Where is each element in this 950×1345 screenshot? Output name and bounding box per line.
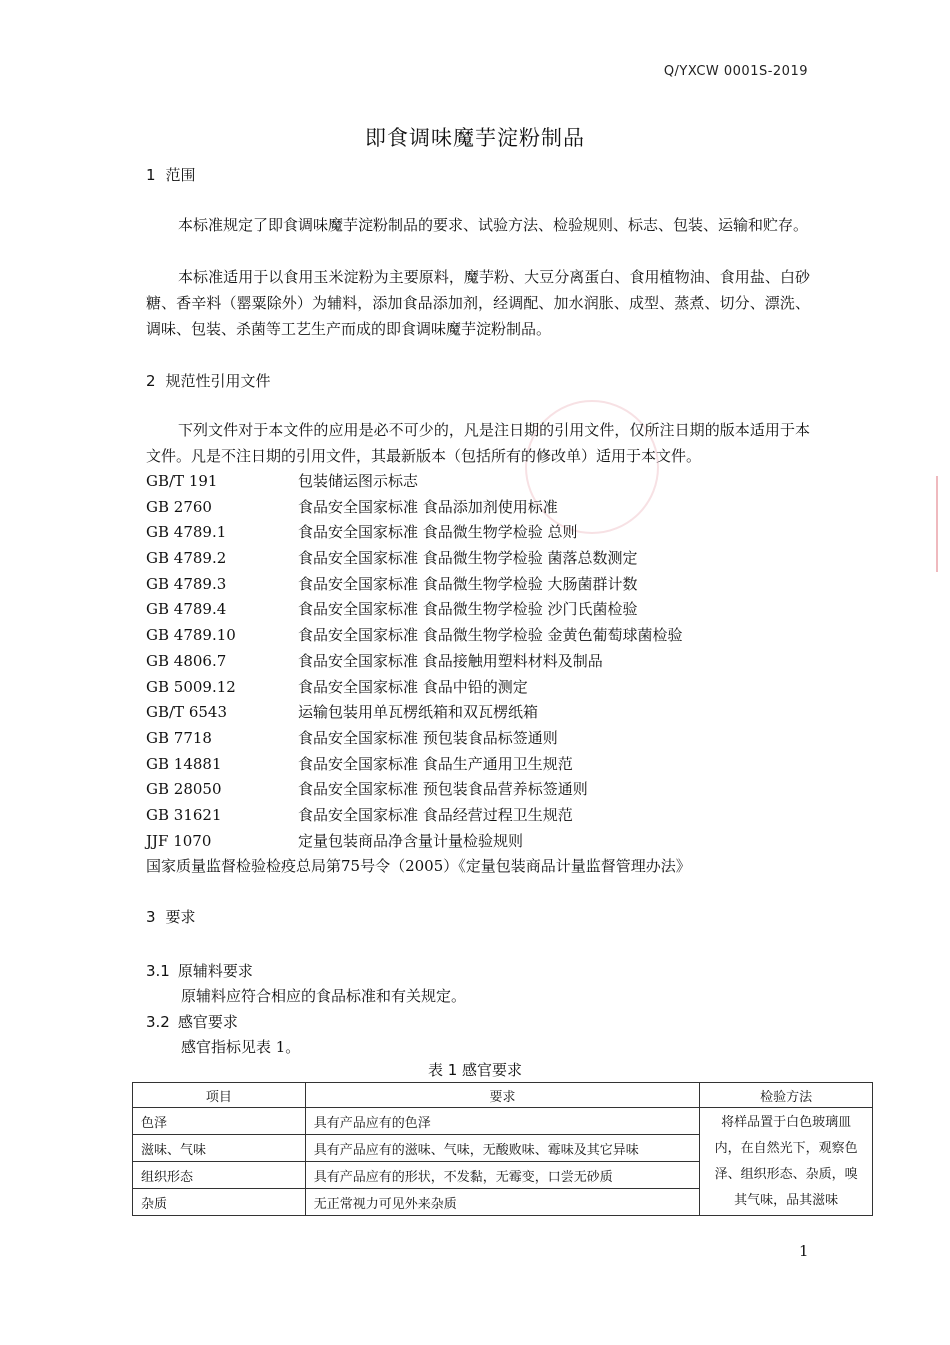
- reference-title: 食品安全国家标准 食品经营过程卫生规范: [298, 805, 573, 824]
- row-requirement: 具有产品应有的色泽: [305, 1108, 699, 1135]
- reference-item: [146, 700, 810, 726]
- reference-code: GB 28050: [146, 780, 222, 799]
- row-item: 杂质: [133, 1189, 306, 1216]
- reference-item: [146, 572, 810, 598]
- reference-code: GB 2760: [146, 497, 212, 516]
- section-1-heading: [146, 164, 196, 185]
- reference-item: [146, 675, 810, 701]
- reference-item: [146, 726, 810, 752]
- reference-code: GB 4789.4: [146, 600, 227, 619]
- row-requirement: 无正常视力可见外来杂质: [305, 1189, 699, 1216]
- reference-title: 食品安全国家标准 食品添加剂使用标准: [298, 497, 558, 516]
- table-row: [133, 1108, 873, 1135]
- reference-code: GB/T 6543: [146, 703, 228, 722]
- page-number: 1: [799, 1242, 809, 1260]
- document-number: Q/YXCW 0001S-2019: [663, 64, 808, 79]
- subsection-title: 原辅料要求: [177, 962, 253, 980]
- reference-code: GB 31621: [146, 805, 222, 824]
- reference-item: [146, 469, 810, 495]
- reference-code: GB 4789.1: [146, 523, 227, 542]
- reference-item: [146, 752, 810, 778]
- document-title: 即食调味魔芋淀粉制品: [365, 126, 585, 150]
- reference-item: [146, 597, 810, 623]
- inspection-method: 将样品置于白色玻璃皿内，在自然光下，观察色泽、组织形态、杂质，嗅其气味，品其滋味: [700, 1108, 873, 1216]
- reference-title: 食品安全国家标准 预包装食品营养标签通则: [298, 780, 588, 799]
- row-requirement: 具有产品应有的滋味、气味，无酸败味、霉味及其它异味: [305, 1135, 699, 1162]
- reference-code: GB 4789.10: [146, 626, 236, 645]
- subsection-3-1-heading: [146, 960, 253, 981]
- scope-paragraph-1: 本标准规定了即食调味魔芋淀粉制品的要求、试验方法、检验规则、标志、包装、运输和贮存。: [178, 216, 809, 234]
- sensory-text: 感官指标见表 1。: [181, 1038, 301, 1056]
- section-number: 1: [146, 166, 156, 184]
- table-header-row: [133, 1083, 873, 1108]
- references-intro: 下列文件对于本文件的应用是必不可少的，凡是注日期的引用文件，仅所注日期的版本适用于本文件。凡是不注日期的引用文件，其最新版本（包括所有的修改单）适用于本文件。: [146, 421, 810, 465]
- header-item: 项目: [133, 1083, 306, 1108]
- header-requirement: 要求: [305, 1083, 699, 1108]
- reference-item: [146, 520, 810, 546]
- row-item: 组织形态: [133, 1162, 306, 1189]
- reference-title: 食品安全国家标准 预包装食品标签通则: [298, 728, 558, 747]
- subsection-number: 3.2: [146, 1013, 170, 1031]
- section-title: 规范性引用文件: [165, 372, 271, 390]
- reference-code: GB/T 191: [146, 472, 218, 490]
- section-2-heading: [146, 370, 271, 391]
- raw-material-text: 原辅料应符合相应的食品标准和有关规定。: [181, 987, 467, 1005]
- section-title: 要求: [165, 908, 196, 926]
- row-item: 色泽: [133, 1108, 306, 1135]
- row-item: 滋味、气味: [133, 1135, 306, 1162]
- reference-decree: 国家质量监督检验检疫总局第75号令（2005）《定量包装商品计量监督管理办法》: [146, 857, 691, 876]
- reference-title: 食品安全国家标准 食品微生物学检验 菌落总数测定: [298, 549, 638, 568]
- reference-item: [146, 623, 810, 649]
- reference-item: [146, 829, 810, 855]
- scope-paragraph-2: 本标准适用于以食用玉米淀粉为主要原料，魔芋粉、大豆分离蛋白、食用植物油、食用盐、白砂糖、香辛料（罂粟除外）为辅料，添加食品添加剂，经调配、加水润胀、成型、蒸煮、切分、漂洗、调味、包装、杀菌等工艺生产而成的即食调味魔芋淀粉制品。: [146, 268, 810, 338]
- table-1-caption: 表 1 感官要求: [427, 1061, 523, 1079]
- reference-code: GB 5009.12: [146, 677, 236, 696]
- section-number: 3: [146, 908, 156, 926]
- subsection-title: 感官要求: [177, 1013, 238, 1031]
- section-number: 2: [146, 372, 156, 390]
- reference-list: [146, 469, 810, 880]
- reference-code: JJF 1070: [146, 831, 212, 850]
- subsection-3-2-heading: [146, 1011, 238, 1032]
- reference-item: [146, 495, 810, 521]
- reference-title: 食品安全国家标准 食品微生物学检验 大肠菌群计数: [298, 574, 638, 593]
- reference-code: GB 4789.2: [146, 549, 227, 568]
- reference-code: GB 4789.3: [146, 574, 227, 593]
- reference-title: 包装储运图示标志: [298, 472, 419, 490]
- reference-title: 食品安全国家标准 食品中铅的测定: [298, 677, 528, 696]
- reference-item: [146, 803, 810, 829]
- reference-code: GB 7718: [146, 728, 212, 747]
- section-3-heading: [146, 906, 196, 927]
- reference-item: [146, 649, 810, 675]
- subsection-number: 3.1: [146, 962, 170, 980]
- reference-title: 运输包装用单瓦楞纸箱和双瓦楞纸箱: [298, 703, 539, 722]
- reference-title: 食品安全国家标准 食品生产通用卫生规范: [298, 754, 573, 773]
- reference-code: GB 14881: [146, 754, 222, 773]
- row-requirement: 具有产品应有的形状，不发黏，无霉变，口尝无砂质: [305, 1162, 699, 1189]
- reference-item: [146, 777, 810, 803]
- header-method: 检验方法: [700, 1083, 873, 1108]
- reference-title: 食品安全国家标准 食品微生物学检验 沙门氏菌检验: [298, 600, 638, 619]
- sensory-requirements-table: [132, 1082, 873, 1216]
- reference-code: GB 4806.7: [146, 651, 227, 670]
- reference-title: 食品安全国家标准 食品微生物学检验 总则: [298, 523, 578, 542]
- reference-title: 食品安全国家标准 食品接触用塑料材料及制品: [298, 651, 603, 670]
- page-edge-stamp-mark: [936, 476, 950, 572]
- section-title: 范围: [165, 166, 196, 184]
- reference-title: 食品安全国家标准 食品微生物学检验 金黄色葡萄球菌检验: [298, 626, 683, 645]
- reference-title: 定量包装商品净含量计量检验规则: [298, 831, 524, 850]
- reference-item: [146, 546, 810, 572]
